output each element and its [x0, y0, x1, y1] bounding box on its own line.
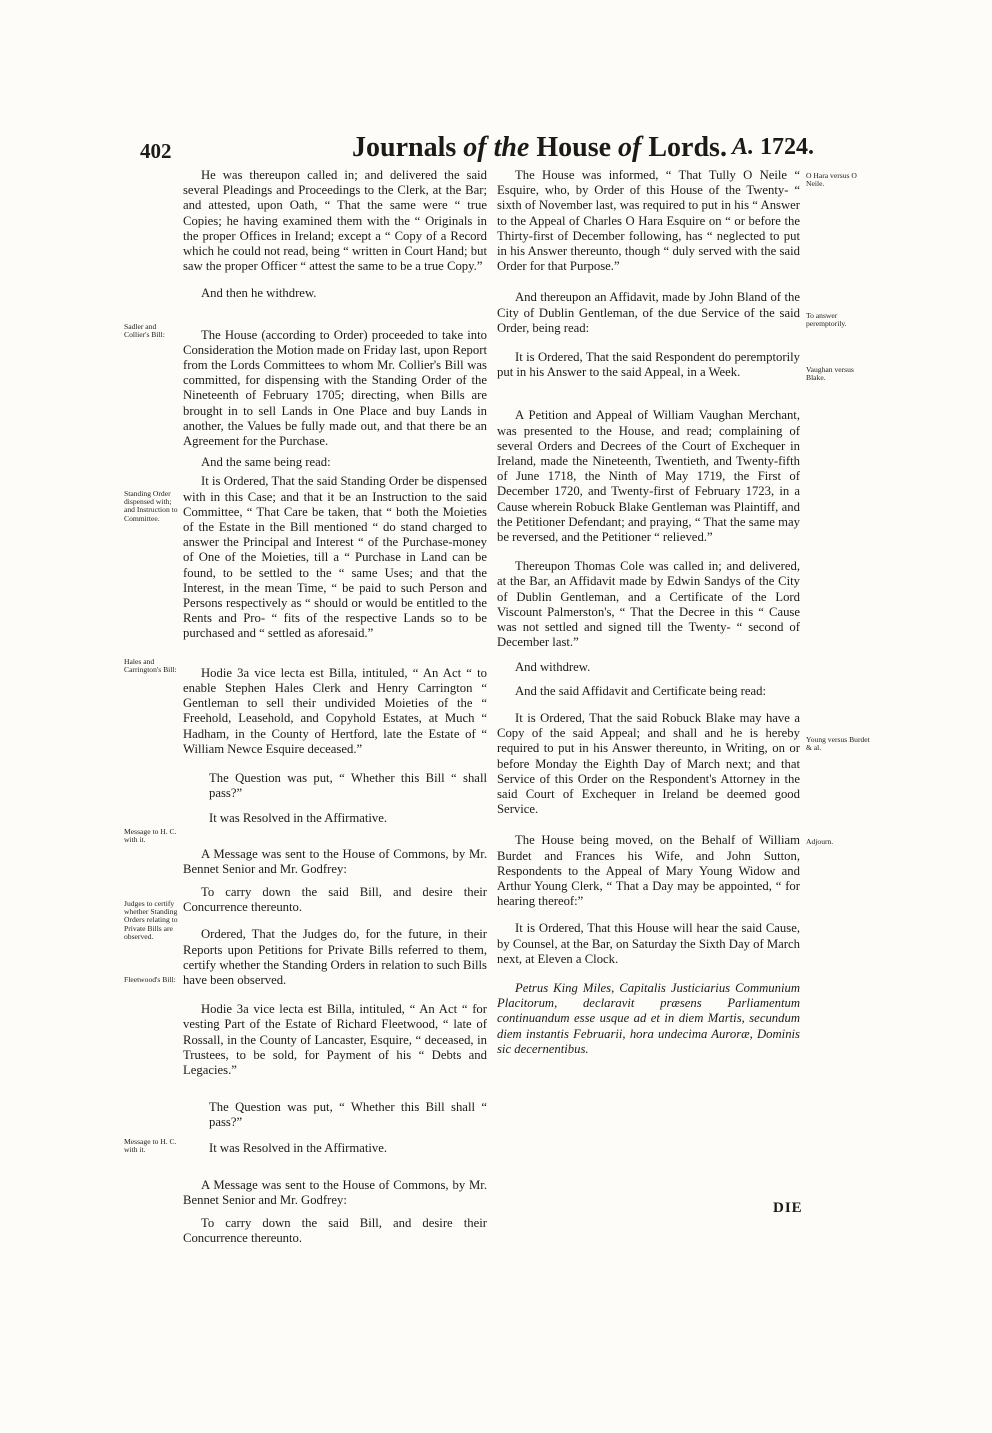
- margin-note: Judges to certify whether Standing Orders relating to Private Bills are observed.: [124, 899, 178, 941]
- paragraph: To carry down the said Bill, and desire their Concurrence thereunto.: [183, 1216, 487, 1246]
- margin-note: Standing Order dispensed with; and Instruction to Committee.: [124, 489, 178, 523]
- margin-note: Young versus Burdet & al.: [806, 735, 870, 753]
- paragraph: The House (according to Order) proceeded to take into Consideration the Motion made on Friday last, upon Report from the Lords Committees to whom Mr. Collier's Bill was committed, for dispensing with the Standing Order of the Nineteenth of February 1705; directing, when Bills are brought in to sell Lands in One Place and buy Lands in another, the Values be fully made out, and that there be an Agreement for the Purchase.: [183, 327, 487, 449]
- paragraph: It is Ordered, That the said Standing Order be dispensed with in this Case; and that it be an Instruction to the said Committee, “ That Care be taken, that “ both the Moieties of the Estate in the Bill mentioned “ do stand charged to answer the Principal and Interest “ of the Purchase-money of One of the Moieties, till a “ Purchase in Land can be found, to be settled to the “ same Uses; and that the Interest, in the mean Time, “ be paid to such Person and Persons respectively as “ should or would be entitled to the Rents and Pro- “ fits of the respective Lands so to be purchased and “ settled as aforesaid.”: [183, 474, 487, 641]
- paragraph: Ordered, That the Judges do, for the future, in their Reports upon Petitions for Private Bills referred to them, certify whether the Standing Orders in relation to such Bills have been observed.: [183, 927, 487, 987]
- paragraph: A Message was sent to the House of Commons, by Mr. Bennet Senior and Mr. Godfrey:: [183, 1177, 487, 1207]
- paragraph: And withdrew.: [515, 660, 591, 675]
- paragraph: It was Resolved in the Affirmative.: [209, 1140, 388, 1155]
- margin-note: Message to H. C. with it.: [124, 827, 177, 845]
- paragraph: The Question was put, “ Whether this Bill “ shall pass?”: [209, 770, 487, 801]
- margin-note: Adjourn.: [806, 837, 834, 846]
- margin-note: To answer peremptorily.: [806, 311, 847, 329]
- paragraph: It is Ordered, That this House will hear the said Cause, by Counsel, at the Bar, on Saturday the Sixth Day of March next, at Eleven a Clock.: [497, 921, 800, 966]
- margin-note: Vaughan versus Blake.: [806, 365, 854, 383]
- paragraph: And the said Affidavit and Certificate being read:: [515, 683, 766, 698]
- right-column: [497, 168, 800, 1069]
- paragraph: Petrus King Miles, Capitalis Justiciarius Communium Placitorum, declaravit præsens Parliamentum continuandum esse usque ad et in diem Martis, secundum diem instantis Februarii, hora undecima Auroræ, Dominis sic decernentibus.: [497, 980, 800, 1056]
- margin-note: O Hara versus O Neile.: [806, 171, 857, 189]
- paragraph: It was Resolved in the Affirmative.: [209, 811, 388, 826]
- paragraph: And then he withdrew.: [201, 286, 317, 301]
- paragraph: He was thereupon called in; and delivered the said several Pleadings and Proceedings to the Clerk, at the Bar; and attested, upon Oath, “ That the same were “ true Copies; he having examined them with the “ Originals in the proper Offices in Ireland; except a “ Copy of a Record which he could not read, being “ written in Court Hand; but saw the proper Officer “ attest the same to be a true Copy.”: [183, 168, 487, 274]
- paragraph: The Question was put, “ Whether this Bill shall “ pass?”: [209, 1100, 487, 1130]
- margin-note: Message to H. C. with it.: [124, 1137, 177, 1155]
- paragraph: It is Ordered, That the said Robuck Blake may have a Copy of the said Appeal; and shall and he is hereby required to put in his Answer thereunto, in Writing, on or before Monday the Eighth Day of March next; and that Service of this Order on the Respondent's Attorney in the said Court of Exchequer in Ireland be deemed good Service.: [497, 710, 800, 817]
- paragraph: The House being moved, on the Behalf of William Burdet and Frances his Wife, and John Sutton, Respondents to the Appeal of Mary Young Widow and Arthur Young Clerk, “ That a Day may be appointed, “ for hearing thereof:”: [497, 833, 800, 909]
- margin-note: Hales and Carrington's Bill:: [124, 657, 177, 675]
- paragraph: A Petition and Appeal of William Vaughan Merchant, was presented to the House, and read; complaining of several Orders and Decrees of the Court of Exchequer in Ireland, made the Nineteenth, Twentieth, and Twenty-fifth of June 1718, the Ninth of May 1719, the First of December 1720, and Twenty-first of February 1723, in a Cause wherein Robuck Blake Gentleman was Plaintiff, and the Petitioner Defendant; and praying, “ That the same may be reversed, and the Petitioner “ relieved.”: [497, 408, 800, 545]
- paragraph: The House was informed, “ That Tully O Neile “ Esquire, who, by Order of this House of the Twenty- “ sixth of November last, was required to put in his “ Answer to the Appeal of Charles O Hara Esquire on “ or before the Thirty-first of December following, has “ neglected to put in his Answer thereunto, though “ duly served with the said Order for that Purpose.”: [497, 168, 800, 274]
- page-number: 402: [140, 139, 172, 163]
- running-title: Journals of the House of Lords.: [352, 132, 727, 163]
- paragraph: Hodie 3a vice lecta est Billa, intituled, “ An Act “ to enable Stephen Hales Clerk and Henry Carrington “ Gentleman to sell their undivided Moieties of the “ Freehold, Leasehold, and Copyhold Estates, at Much “ Hadham, in the County of Hertford, late the Estate of “ William Newce Esquire deceased.”: [183, 665, 487, 756]
- paragraph: Hodie 3a vice lecta est Billa, intituled, “ An Act “ for vesting Part of the Estate of Richard Fleetwood, “ late of Rossall, in the County of Lancaster, Esquire, “ deceased, in Trustees, to be sold, for Payment of his “ Debts and Legacies.”: [183, 1002, 487, 1077]
- catchword: DIE: [773, 1200, 803, 1216]
- left-column: [183, 168, 487, 1259]
- paragraph: To carry down the said Bill, and desire their Concurrence thereunto.: [183, 884, 487, 915]
- paragraph: It is Ordered, That the said Respondent do peremptorily put in his Answer to the said Appeal, in a Week.: [497, 350, 800, 380]
- paragraph: And thereupon an Affidavit, made by John Bland of the City of Dublin Gentleman, of the due Service of the said Order, being read:: [497, 290, 800, 335]
- margin-note: Fleetwood's Bill:: [124, 975, 176, 984]
- running-year: A. 1724.: [732, 134, 815, 160]
- paragraph: A Message was sent to the House of Commons, by Mr. Bennet Senior and Mr. Godfrey:: [183, 846, 487, 876]
- paragraph: Thereupon Thomas Cole was called in; and delivered, at the Bar, an Affidavit made by Edwin Sandys of the City of Dublin Gentleman, and a Certificate of the Lord Viscount Palmerston's, “ That the Decree in this “ Cause was not settled and signed till the Twenty- “ second of December last.”: [497, 559, 800, 650]
- margin-note: Sadler and Collier's Bill:: [124, 322, 165, 340]
- paragraph: And the same being read:: [201, 455, 331, 470]
